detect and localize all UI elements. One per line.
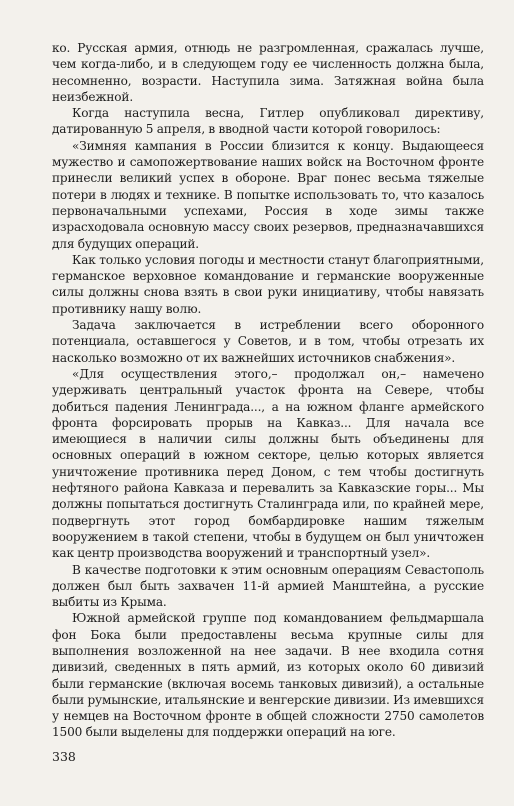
page-number: 338 <box>52 749 76 764</box>
paragraph: Южной армейской группе под командованием фельдмаршала фон Бока были предоставлены весьма крупные силы для выполнения возложенной на нее задачи. В нее входила сотня дивизий, сведенных в пять армий, из которых около 60 дивизий были германские (включая восемь танковых дивизий), а остальные были румынские, итальянские и венгерские дивизии. Из имевшихся у немцев на Восточном фронте в общей сложности 2750 самолетов 1500 были выделены для поддержки операций на юге. <box>52 611 484 740</box>
paragraph: ко. Русская армия, отнюдь не разгромленная, сражалась лучше, чем когда-либо, и в следующем году ее численность должна была, несомненно, возрасти. Наступила зима. Затяжная война была неизбежной. <box>52 41 484 104</box>
paragraph: Как только условия погоды и местности станут благоприятными, германское верховное командование и германские вооруженные силы должны снова взять в свои руки инициативу, чтобы навязать противнику нашу волю. <box>52 252 484 316</box>
paragraph: Когда наступила весна, Гитлер опубликовал директиву, датированную 5 апреля, в вводной части которой говорилось: <box>52 106 484 137</box>
paragraph: «Зимняя кампания в России близится к концу. Выдающееся мужество и самопожертвование наших войск на Восточном фронте принесли великий успех в обороне. Враг понес весьма тяжелые потери в людях и технике. В попытке использовать то, что казалось первоначальными успехами, Россия в ходе зимы также израсходовала основную массу своих резервов, предназначавшихся для будущих операций. <box>52 138 484 251</box>
paragraph: Задача заключается в истреблении всего оборонного потенциала, оставшегося у Советов, и в том, чтобы отрезать их насколько возможно от их важнейших источников снабжения». <box>52 318 484 365</box>
paragraph: В качестве подготовки к этим основным операциям Севастополь должен был быть захвачен 11-й армией Манштейна, а русские выбиты из Крыма. <box>52 562 484 610</box>
body-text <box>52 40 484 741</box>
paragraph: «Для осуществления этого,– продолжал он,– намечено удерживать центральный участок фронта на Севере, чтобы добиться падения Ленинграда..., а на южном фланге армейского фронта форсировать прорыв на Кавказ... Для начала все имеющиеся в наличии силы должны быть объединены для основных операций в южном секторе, целью которых является уничтожение противника перед Доном, с тем чтобы достигнуть нефтяного района Кавказа и перевалить за Кавказские горы... Мы должны попытаться достигнуть Сталинграда или, по крайней мере, подвергнуть этот город бомбардировке нашим тяжелым вооружением в такой степени, чтобы в будущем он был уничтожен как центр производства вооружений и транспортный узел». <box>52 366 484 561</box>
